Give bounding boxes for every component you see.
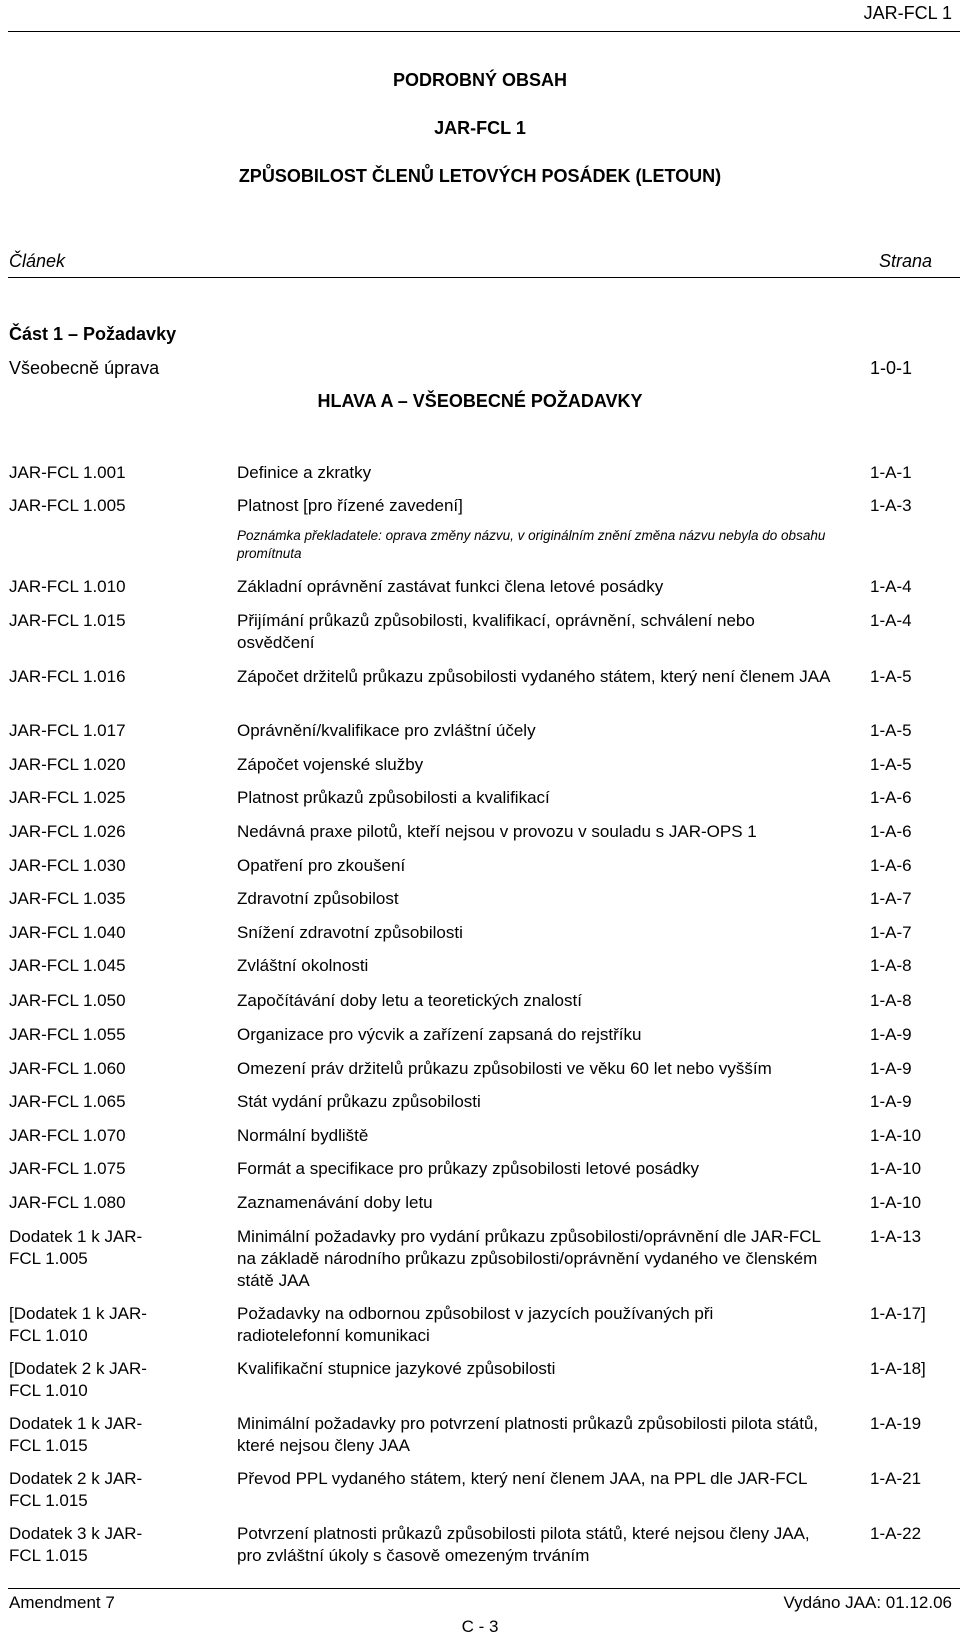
toc-entry-title: Požadavky na odbornou způsobilost v jazycích používaných při radiotelefonní komunikaci xyxy=(237,1304,714,1345)
toc-entry-page: 1-A-21 xyxy=(870,1469,922,1488)
toc-entry-title: Oprávnění/kvalifikace pro zvláštní účely xyxy=(237,721,536,740)
column-page-label: Strana xyxy=(878,251,932,271)
toc-entry-code: Dodatek 1 k JAR-FCL 1.015 xyxy=(9,1414,143,1455)
toc-entry-page: 1-A-7 xyxy=(870,889,912,908)
toc-entry-code: [Dodatek 1 k JAR-FCL 1.010 xyxy=(9,1304,147,1345)
toc-entry[interactable] xyxy=(0,990,960,1010)
toc-entry-title: Formát a specifikace pro průkazy způsobilosti letové posádky xyxy=(237,1159,700,1178)
toc-entry-title: Započítávání doby letu a teoretických znalostí xyxy=(237,991,582,1010)
toc-entry-page: 1-A-18] xyxy=(870,1359,926,1378)
toc-entry-code: JAR-FCL 1.070 xyxy=(9,1126,126,1145)
part-general-page: 1-0-1 xyxy=(870,358,913,378)
toc-entry-page: 1-A-19 xyxy=(870,1414,922,1433)
toc-entry-title: Platnost průkazů způsobilosti a kvalifikací xyxy=(237,788,550,807)
toc-entry[interactable] xyxy=(0,1192,960,1212)
toc-entry-page: 1-A-5 xyxy=(870,721,912,740)
toc-entry-title: Zdravotní způsobilost xyxy=(237,889,399,908)
toc-entry-page: 1-A-6 xyxy=(870,822,912,841)
toc-entry-code: Dodatek 2 k JAR-FCL 1.015 xyxy=(9,1469,143,1510)
toc-entry[interactable] xyxy=(0,1125,960,1145)
title-code: JAR-FCL 1 xyxy=(434,118,526,138)
toc-entry-code: JAR-FCL 1.025 xyxy=(9,788,126,807)
toc-entry-page: 1-A-4 xyxy=(870,611,912,630)
toc-entry-page: 1-A-4 xyxy=(870,577,912,596)
toc-entry-code: JAR-FCL 1.030 xyxy=(9,856,126,875)
toc-entry-title: Platnost [pro řízené zavedení] xyxy=(237,496,463,515)
toc-entry-page: 1-A-17] xyxy=(870,1304,926,1323)
toc-entry[interactable] xyxy=(0,821,960,841)
toc-entry[interactable] xyxy=(0,495,960,515)
toc-entry-title: Zápočet vojenské služby xyxy=(237,755,424,774)
toc-entry[interactable] xyxy=(0,1158,960,1178)
toc-entry-title: Normální bydliště xyxy=(237,1126,369,1145)
toc-entry-title: Stát vydání průkazu způsobilosti xyxy=(237,1092,481,1111)
toc-entry-page: 1-A-9 xyxy=(870,1092,912,1111)
subpart-title: HLAVA A – VŠEOBECNÉ POŽADAVKY xyxy=(317,391,643,411)
toc-entry-code: JAR-FCL 1.060 xyxy=(9,1059,126,1078)
toc-entry[interactable] xyxy=(0,1468,960,1510)
part-title: Část 1 – Požadavky xyxy=(9,324,177,344)
toc-entry[interactable] xyxy=(0,1358,960,1400)
part-general: Všeobecně úprava xyxy=(9,358,160,378)
toc-entry-code: JAR-FCL 1.016 xyxy=(9,667,126,686)
toc-entry-title: Potvrzení platnosti průkazů způsobilosti pilota států, které nejsou členy JAA, pro zvláštní úkoly s časově omezeným trváním xyxy=(237,1524,810,1565)
toc-entry[interactable] xyxy=(0,1303,960,1345)
toc-entry-code: JAR-FCL 1.001 xyxy=(9,463,126,482)
toc-entry[interactable] xyxy=(0,888,960,908)
toc-entry[interactable] xyxy=(0,787,960,807)
toc-entry-code: JAR-FCL 1.065 xyxy=(9,1092,126,1111)
toc-entry[interactable] xyxy=(0,855,960,875)
toc-entry-title: Minimální požadavky pro vydání průkazu způsobilosti/oprávnění dle JAR-FCL na základě národního průkazu způsobilosti/oprávnění vydaného ve členském státě JAA xyxy=(237,1227,821,1290)
toc-entry-title: Opatření pro zkoušení xyxy=(237,856,406,875)
toc-entry[interactable] xyxy=(0,1058,960,1078)
toc-entry-code: JAR-FCL 1.026 xyxy=(9,822,126,841)
toc-entry[interactable] xyxy=(0,720,960,740)
toc-entry-title: Zvláštní okolnosti xyxy=(237,956,369,975)
toc-entry-page: 1-A-10 xyxy=(870,1193,922,1212)
toc-entry-page: 1-A-7 xyxy=(870,923,912,942)
footer-issued: Vydáno JAA: 01.12.06 xyxy=(783,1593,952,1612)
toc-entry-page: 1-A-3 xyxy=(870,496,912,515)
toc-entry-page: 1-A-1 xyxy=(870,463,912,482)
toc-entry[interactable] xyxy=(0,922,960,942)
toc-entry-page: 1-A-8 xyxy=(870,991,912,1010)
toc-entry[interactable] xyxy=(0,754,960,774)
toc-entry-title: Minimální požadavky pro potvrzení platnosti průkazů způsobilosti pilota států, které nejsou členy JAA xyxy=(237,1414,819,1455)
toc-entry-code: JAR-FCL 1.045 xyxy=(9,956,126,975)
toc-entry-title: Omezení práv držitelů průkazu způsobilosti ve věku 60 let nebo vyšším xyxy=(237,1059,772,1078)
toc-entry-title: Zaznamenávání doby letu xyxy=(237,1193,433,1212)
toc-entry-title: Základní oprávnění zastávat funkci člena letové posádky xyxy=(237,577,664,596)
toc-entry-code: JAR-FCL 1.017 xyxy=(9,721,126,740)
toc-entry-page: 1-A-13 xyxy=(870,1227,922,1246)
toc-entry[interactable] xyxy=(0,1091,960,1111)
toc-entry[interactable] xyxy=(0,1413,960,1455)
toc-entry-code: JAR-FCL 1.015 xyxy=(9,611,126,630)
toc-entry[interactable] xyxy=(0,1226,960,1290)
toc-entry-page: 1-A-10 xyxy=(870,1126,922,1145)
toc-entry-code: Dodatek 3 k JAR-FCL 1.015 xyxy=(9,1524,143,1565)
toc-entry-code: JAR-FCL 1.005 xyxy=(9,496,126,515)
column-article-label: Článek xyxy=(9,251,66,271)
toc-entry-code: JAR-FCL 1.040 xyxy=(9,923,126,942)
toc-entry-page: 1-A-9 xyxy=(870,1025,912,1044)
toc-entry[interactable] xyxy=(0,955,960,975)
toc-entry-page: 1-A-6 xyxy=(870,856,912,875)
toc-entry-page: 1-A-22 xyxy=(870,1524,922,1543)
toc-entry-title: Převod PPL vydaného státem, který není členem JAA, na PPL dle JAR-FCL xyxy=(237,1469,808,1488)
toc-entry-title: Kvalifikační stupnice jazykové způsobilosti xyxy=(237,1359,556,1378)
toc-entry-page: 1-A-9 xyxy=(870,1059,912,1078)
footer-page-number: C - 3 xyxy=(461,1617,499,1636)
footer-amendment: Amendment 7 xyxy=(9,1593,115,1612)
toc-entry-code: JAR-FCL 1.035 xyxy=(9,889,126,908)
toc-entry-page: 1-A-6 xyxy=(870,788,912,807)
toc-entry-page: 1-A-10 xyxy=(870,1159,922,1178)
toc-entry-title: Definice a zkratky xyxy=(237,463,372,482)
toc-entry[interactable] xyxy=(0,666,960,686)
toc-entry[interactable] xyxy=(0,576,960,596)
toc-entry-title: Snížení zdravotní způsobilosti xyxy=(237,923,463,942)
toc-entry-code: JAR-FCL 1.020 xyxy=(9,755,126,774)
header-rule xyxy=(8,31,960,32)
caption-rule xyxy=(8,277,960,278)
toc-entry-page: 1-A-5 xyxy=(870,755,912,774)
toc-entry[interactable] xyxy=(0,610,960,652)
toc-entry-title: Přijímání průkazů způsobilosti, kvalifikací, oprávnění, schválení nebo osvědčení xyxy=(237,611,755,652)
toc-entry-title: Organizace pro výcvik a zařízení zapsaná do rejstříku xyxy=(237,1025,642,1044)
toc-entry-code: Dodatek 1 k JAR-FCL 1.005 xyxy=(9,1227,143,1268)
toc-entry-code: JAR-FCL 1.055 xyxy=(9,1025,126,1044)
toc-entry-page: 1-A-5 xyxy=(870,667,912,686)
footer-rule xyxy=(8,1588,960,1589)
header-doc-code: JAR-FCL 1 xyxy=(863,3,952,23)
title-subject: ZPŮSOBILOST ČLENŮ LETOVÝCH POSÁDEK (LETOUN) xyxy=(238,166,722,186)
toc-entry-code: JAR-FCL 1.050 xyxy=(9,991,126,1010)
toc-entry[interactable] xyxy=(0,462,960,482)
toc-entry-code: JAR-FCL 1.075 xyxy=(9,1159,126,1178)
translator-note-text: Poznámka překladatele: oprava změny názvu, v originálním znění změna názvu nebyla do obsahu promítnuta xyxy=(237,528,826,561)
toc-entry[interactable] xyxy=(0,1024,960,1044)
translator-note xyxy=(0,527,960,561)
title-contents: PODROBNÝ OBSAH xyxy=(392,70,567,90)
toc-entry-code: JAR-FCL 1.080 xyxy=(9,1193,126,1212)
toc-entry-title: Zápočet držitelů průkazu způsobilosti vydaného státem, který není členem JAA xyxy=(237,667,831,686)
toc-entry[interactable] xyxy=(0,1523,960,1565)
toc-entry-page: 1-A-8 xyxy=(870,956,912,975)
toc-entry-code: JAR-FCL 1.010 xyxy=(9,577,126,596)
toc-entry-title: Nedávná praxe pilotů, kteří nejsou v provozu v souladu s JAR-OPS 1 xyxy=(237,822,757,841)
toc-entry-code: [Dodatek 2 k JAR-FCL 1.010 xyxy=(9,1359,147,1400)
